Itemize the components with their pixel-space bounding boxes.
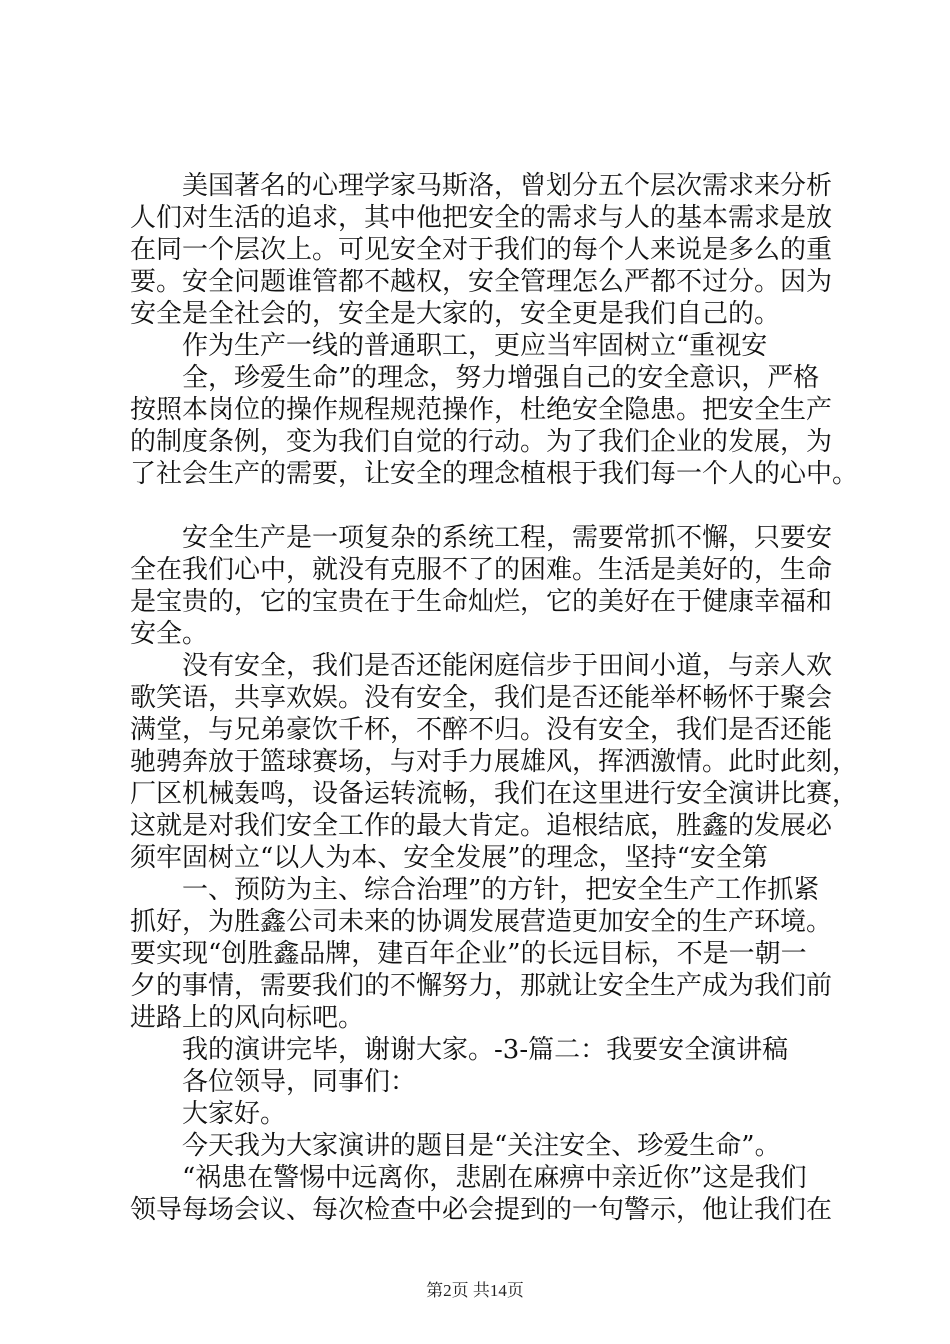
text-line: 美国著名的心理学家马斯洛，曾划分五个层次需求来分析 (182, 171, 833, 201)
text-line: 厂区机械轰鸣，设备运转流畅，我们在这里进行安全演讲比赛， (130, 779, 859, 809)
text-line: 要实现“创胜鑫品牌，建百年企业”的长远目标，不是一朝一 (130, 939, 807, 969)
text-line: 没有安全，我们是否还能闲庭信步于田间小道，与亲人欢 (182, 651, 833, 681)
text-line: 作为生产一线的普通职工，更应当牢固树立“重视安 (182, 331, 768, 361)
text-line: 歌笑语，共享欢娱。没有安全，我们是否还能举杯畅怀于聚会 (130, 683, 833, 713)
text-line: 领导每场会议、每次检查中必会提到的一句警示，他让我们在 (130, 1195, 833, 1225)
text-line: 在同一个层次上。可见安全对于我们的每个人来说是多么的重 (130, 235, 833, 265)
text-line: 须牢固树立“以人为本、安全发展”的理念，坚持“安全第 (130, 843, 768, 873)
page-number-footer: 第2页 共14页 (426, 1281, 524, 1300)
text-line: 进路上的风向标吧。 (130, 1003, 365, 1033)
text-line: 抓好，为胜鑫公司未来的协调发展营造更加安全的生产环境。 (130, 907, 833, 937)
text-line: 按照本岗位的操作规程规范操作，杜绝安全隐患。把安全生产 (130, 395, 833, 425)
text-line: 满堂，与兄弟豪饮千杯，不醉不归。没有安全，我们是否还能 (130, 715, 833, 745)
text-line: 驰骋奔放于篮球赛场，与对手力展雄风，挥洒激情。此时此刻， (130, 747, 859, 777)
text-line: 要。安全问题谁管都不越权，安全管理怎么严都不过分。因为 (130, 267, 833, 297)
text-line: 安全生产是一项复杂的系统工程，需要常抓不懈，只要安 (182, 523, 833, 553)
text-line: 夕的事情，需要我们的不懈努力，那就让安全生产成为我们前 (130, 971, 833, 1001)
text-line: 人们对生活的追求，其中他把安全的需求与人的基本需求是放 (130, 203, 833, 233)
text-line: 安全。 (130, 619, 209, 649)
text-line: “祸患在警惕中远离你，悲剧在麻痹中亲近你”这是我们 (182, 1163, 807, 1193)
text-line: 我的演讲完毕，谢谢大家。-3-篇二：我要安全演讲稿 (182, 1035, 789, 1065)
text-line: 一、预防为主、综合治理”的方针，把安全生产工作抓紧 (182, 875, 820, 905)
text-line: 全，珍爱生命”的理念，努力增强自己的安全意识，严格 (182, 363, 820, 393)
paragraph-gap (130, 490, 850, 522)
text-line: 了社会生产的需要，让安全的理念植根于我们每一个人的心中。 (130, 459, 859, 489)
text-line: 这就是对我们安全工作的最大肯定。追根结底，胜鑫的发展必 (130, 811, 833, 841)
text-line: 的制度条例，变为我们自觉的行动。为了我们企业的发展，为 (130, 427, 833, 457)
text-line: 安全是全社会的，安全是大家的，安全更是我们自己的。 (130, 299, 781, 329)
text-line: 全在我们心中，就没有克服不了的困难。生活是美好的，生命 (130, 555, 833, 585)
document-body (130, 170, 859, 1226)
text-line: 大家好。 (182, 1099, 287, 1129)
text-line: 各位领导，同事们： (182, 1067, 417, 1097)
text-line: 今天我为大家演讲的题目是“关注安全、珍爱生命”。 (182, 1131, 781, 1161)
text-line: 是宝贵的，它的宝贵在于生命灿烂，它的美好在于健康幸福和 (130, 587, 833, 617)
